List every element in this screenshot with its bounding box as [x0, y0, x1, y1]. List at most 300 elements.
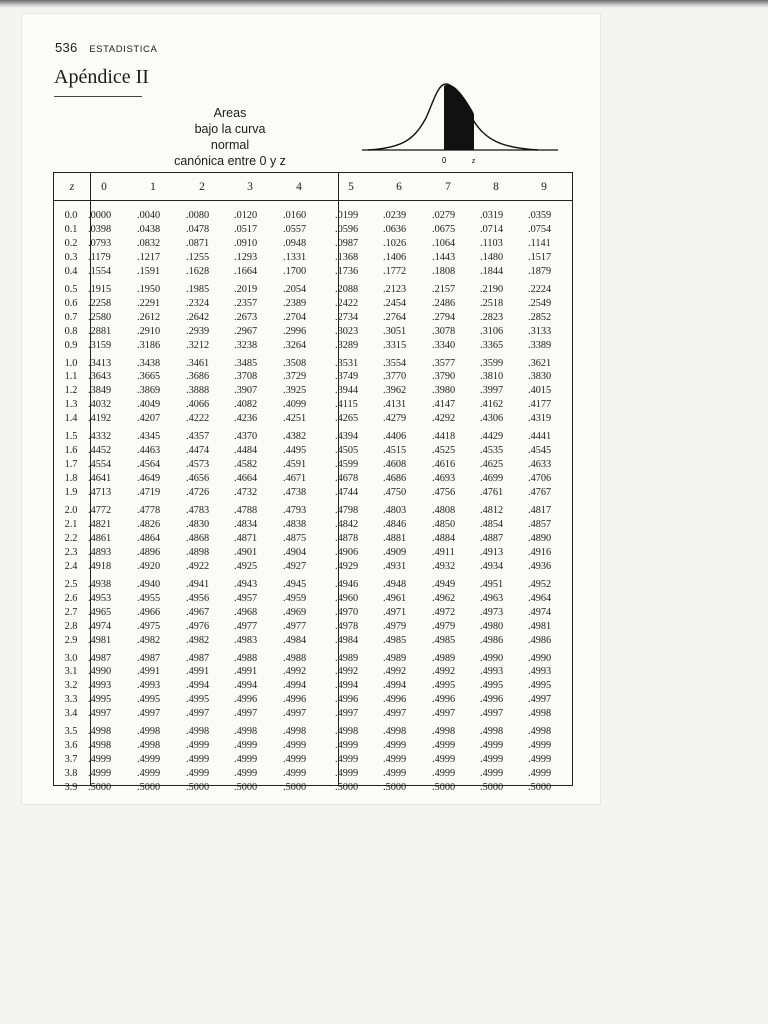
table-cell: .4999	[186, 740, 210, 752]
table-cell: .3790	[432, 371, 456, 383]
table-cell: .3770	[383, 371, 407, 383]
table-cell: .4990	[480, 652, 504, 664]
table-cell: .4998	[88, 740, 112, 752]
table-cell: .4994	[335, 680, 359, 692]
table-cell: .4987	[137, 652, 161, 664]
table-cell: .4525	[432, 445, 456, 457]
table-cell: .4992	[283, 666, 307, 678]
table-cell: .4957	[234, 592, 258, 604]
table-cell: .4890	[528, 532, 552, 544]
table-cell: .4996	[383, 694, 407, 706]
table-cell: .2324	[186, 297, 210, 309]
table-cell: .0040	[137, 210, 161, 221]
header-rule	[54, 200, 572, 201]
table-cell: .2258	[88, 297, 112, 309]
table-cell: .2967	[234, 325, 258, 337]
table-cell: .4906	[335, 546, 359, 558]
table-cell: .4997	[88, 708, 112, 720]
table-cell: .3888	[186, 385, 210, 397]
table-cell: .4949	[432, 578, 456, 590]
table-cell: .4999	[432, 740, 456, 752]
z-value: 1.9	[64, 487, 78, 499]
table-cell: .4988	[283, 652, 307, 664]
table-cell: .4961	[383, 592, 407, 604]
table-cell: .4599	[335, 459, 359, 471]
table-cell: .4706	[528, 473, 552, 485]
z-value: 0.5	[64, 283, 78, 295]
z-value: 0.7	[64, 311, 78, 323]
table-cell: .4756	[432, 487, 456, 499]
column-header: 8	[493, 181, 499, 193]
table-cell: .4131	[383, 399, 407, 411]
table-cell: .4850	[432, 518, 456, 530]
table-cell: .4265	[335, 413, 359, 425]
table-cell: .4998	[480, 726, 504, 738]
table-cell: .4927	[283, 560, 307, 572]
column-header: 0	[101, 181, 107, 193]
table-cell: .4893	[88, 546, 112, 558]
table-cell: .5000	[335, 782, 359, 794]
table-cell: .1517	[528, 251, 552, 263]
table-cell: .4997	[137, 708, 161, 720]
table-cell: .2881	[88, 325, 112, 337]
table-cell: .3289	[335, 339, 359, 351]
table-cell: .4884	[432, 532, 456, 544]
table-cell: .4382	[283, 431, 307, 443]
table-cell: .4953	[88, 592, 112, 604]
table-cell: .4955	[137, 592, 161, 604]
table-cell: .4864	[137, 532, 161, 544]
table-cell: .4998	[137, 726, 161, 738]
table-cell: .4932	[432, 560, 456, 572]
table-cell: .4997	[234, 708, 258, 720]
table-cell: .4750	[383, 487, 407, 499]
table-cell: .3365	[480, 339, 504, 351]
table-cell: .0910	[234, 237, 258, 249]
table-cell: .4920	[137, 560, 161, 572]
table-cell: .4664	[234, 473, 258, 485]
column-header: 7	[445, 181, 451, 193]
table-cell: .1808	[432, 265, 456, 277]
table-cell: .1217	[137, 251, 161, 263]
table-cell: .4177	[528, 399, 552, 411]
table-cell: .4985	[383, 634, 407, 646]
table-cell: .4997	[432, 708, 456, 720]
table-cell: .3729	[283, 371, 307, 383]
table-cell: .5000	[528, 782, 552, 794]
table-cell: .4582	[234, 459, 258, 471]
z-value: 3.8	[64, 768, 78, 780]
table-cell: .4984	[283, 634, 307, 646]
table-cell: .4992	[335, 666, 359, 678]
table-cell: .0557	[283, 223, 307, 235]
table-cell: .4999	[383, 754, 407, 766]
table-cell: .2190	[480, 283, 504, 295]
z-value: 2.9	[64, 634, 78, 646]
table-cell: .3461	[186, 357, 210, 369]
table-cell: .4887	[480, 532, 504, 544]
table-cell: .4812	[480, 505, 504, 516]
table-cell: .4099	[283, 399, 307, 411]
table-cell: .4991	[186, 666, 210, 678]
normal-table	[53, 172, 573, 794]
table-cell: .4964	[528, 592, 552, 604]
table-cell: .4998	[335, 726, 359, 738]
table-cell: .4881	[383, 532, 407, 544]
table-cell: .3238	[234, 339, 258, 351]
table-cell: .2764	[383, 311, 407, 323]
table-cell: .1736	[335, 265, 359, 277]
table-cell: .4671	[283, 473, 307, 485]
table-cell: .4968	[234, 606, 258, 618]
table-cell: .4878	[335, 532, 359, 544]
table-cell: .2486	[432, 297, 456, 309]
table-cell: .5000	[480, 782, 504, 794]
table-cell: .4999	[432, 754, 456, 766]
table-cell: .3749	[335, 371, 359, 383]
table-cell: .4982	[186, 634, 210, 646]
table-cell: .4147	[432, 399, 456, 411]
table-cell: .4554	[88, 459, 112, 471]
table-cell: .2612	[137, 311, 161, 323]
table-cell: .4985	[432, 634, 456, 646]
table-cell: .4965	[88, 606, 112, 618]
table-cell: .1406	[383, 251, 407, 263]
z-value: 2.6	[64, 592, 78, 604]
table-cell: .5000	[186, 782, 210, 794]
table-cell: .4996	[432, 694, 456, 706]
table-cell: .3023	[335, 325, 359, 337]
table-cell: .4991	[234, 666, 258, 678]
table-cell: .4999	[283, 740, 307, 752]
table-cell: .1915	[88, 283, 112, 295]
z-value: 0.0	[64, 210, 78, 221]
table-cell: .4625	[480, 459, 504, 471]
table-cell: .4999	[186, 768, 210, 780]
table-cell: .1844	[480, 265, 504, 277]
table-cell: .4990	[88, 666, 112, 678]
column-header: 6	[396, 181, 402, 193]
table-cell: .3944	[335, 385, 359, 397]
table-cell: .0871	[186, 237, 210, 249]
table-cell: .4997	[528, 694, 552, 706]
table-cell: .4996	[335, 694, 359, 706]
table-cell: .1480	[480, 251, 504, 263]
z-value: 2.8	[64, 620, 78, 632]
table-cell: .1293	[234, 251, 258, 263]
table-cell: .4982	[137, 634, 161, 646]
table-cell: .3599	[480, 357, 504, 369]
table-cell: .1985	[186, 283, 210, 295]
table-cell: .4783	[186, 505, 210, 516]
table-cell: .2996	[283, 325, 307, 337]
table-cell: .4999	[88, 768, 112, 780]
z-value: 0.8	[64, 325, 78, 337]
table-cell: .4868	[186, 532, 210, 544]
z-header: z	[69, 181, 75, 193]
table-cell: .4980	[480, 620, 504, 632]
table-cell: .2673	[234, 311, 258, 323]
z-value: 1.1	[64, 371, 78, 383]
table-cell: .3389	[528, 339, 552, 351]
table-cell: .0596	[335, 223, 359, 235]
z-value: 2.7	[64, 606, 78, 618]
table-cell: .4997	[186, 708, 210, 720]
table-cell: .0754	[528, 223, 552, 235]
table-cell: .4977	[234, 620, 258, 632]
table-cell: .4641	[88, 473, 112, 485]
table-cell: .5000	[283, 782, 307, 794]
table-cell: .0398	[88, 223, 112, 235]
table-cell: .4699	[480, 473, 504, 485]
curve-label-zero: 0	[442, 156, 447, 165]
table-cell: .4633	[528, 459, 552, 471]
table-cell: .4998	[528, 708, 552, 720]
table-cell: .4236	[234, 413, 258, 425]
table-cell: .4911	[432, 546, 455, 558]
table-cell: .4306	[480, 413, 504, 425]
table-cell: .5000	[234, 782, 258, 794]
section-label: ESTADISTICA	[89, 44, 158, 55]
table-cell: .4999	[528, 740, 552, 752]
z-value: 2.0	[64, 505, 78, 516]
table-cell: .0478	[186, 223, 210, 235]
table-cell: .1443	[432, 251, 456, 263]
table-cell: .4989	[335, 652, 359, 664]
table-cell: .4535	[480, 445, 504, 457]
table-cell: .4726	[186, 487, 210, 499]
table-cell: .4938	[88, 578, 112, 590]
column-header: 1	[150, 181, 156, 193]
table-cell: .1255	[186, 251, 210, 263]
table-cell: .4904	[283, 546, 307, 558]
table-cell: .4678	[335, 473, 359, 485]
table-cell: .4913	[480, 546, 504, 558]
table-cell: .4901	[234, 546, 258, 558]
table-cell: .4429	[480, 431, 504, 443]
table-cell: .4817	[528, 505, 552, 516]
table-cell: .4984	[335, 634, 359, 646]
table-cell: .4834	[234, 518, 258, 530]
z-value: 3.7	[64, 754, 78, 766]
table-cell: .0239	[383, 210, 407, 221]
table-cell: .4970	[335, 606, 359, 618]
z-value: 1.7	[64, 459, 78, 471]
table-cell: .1331	[283, 251, 307, 263]
table-cell: .4992	[383, 666, 407, 678]
table-cell: .4854	[480, 518, 504, 530]
z-value: 1.6	[64, 445, 78, 457]
table-cell: .1591	[137, 265, 161, 277]
table-cell: .4936	[528, 560, 552, 572]
table-cell: .4319	[528, 413, 552, 425]
z-value: 3.6	[64, 740, 78, 752]
table-cell: .4474	[186, 445, 210, 457]
table-cell: .0199	[335, 210, 359, 221]
table-cell: .4975	[137, 620, 161, 632]
table-cell: .3212	[186, 339, 210, 351]
table-cell: .4798	[335, 505, 359, 516]
appendix-title: Apéndice II	[54, 66, 149, 88]
table-cell: .4962	[432, 592, 456, 604]
table-cell: .4999	[432, 768, 456, 780]
table-cell: .3315	[383, 339, 407, 351]
table-cell: .4994	[383, 680, 407, 692]
table-cell: .4946	[335, 578, 359, 590]
table-cell: .0359	[528, 210, 552, 221]
z-value: 3.1	[64, 666, 78, 678]
z-value: 1.5	[64, 431, 78, 443]
table-cell: .1026	[383, 237, 407, 249]
table-cell: .4952	[528, 578, 552, 590]
table-cell: .5000	[432, 782, 456, 794]
table-cell: .4693	[432, 473, 456, 485]
table-cell: .4999	[234, 754, 258, 766]
table-cell: .3997	[480, 385, 504, 397]
table-cell: .4998	[283, 726, 307, 738]
table-cell: .4977	[283, 620, 307, 632]
table-cell: .0120	[234, 210, 258, 221]
table-cell: .2549	[528, 297, 552, 309]
table-cell: .4656	[186, 473, 210, 485]
table-cell: .4251	[283, 413, 307, 425]
table-cell: .4778	[137, 505, 161, 516]
table-cell: .4981	[528, 620, 552, 632]
table-cell: .4441	[528, 431, 552, 443]
z-value: 0.3	[64, 251, 78, 263]
table-cell: .0675	[432, 223, 456, 235]
table-cell: .4842	[335, 518, 359, 530]
table-cell: .4406	[383, 431, 407, 443]
table-cell: .4997	[480, 708, 504, 720]
z-value: 1.0	[64, 357, 78, 369]
table-cell: .3643	[88, 371, 112, 383]
table-cell: .3708	[234, 371, 258, 383]
table-cell: .4192	[88, 413, 112, 425]
table-cell: .4564	[137, 459, 161, 471]
table-cell: .4995	[480, 680, 504, 692]
z-value: 3.0	[64, 652, 78, 664]
table-cell: .0160	[283, 210, 307, 221]
z-value: 2.1	[64, 518, 78, 530]
normal-curve-figure	[362, 70, 562, 166]
table-cell: .4999	[234, 740, 258, 752]
table-cell: .4279	[383, 413, 407, 425]
table-cell: .4875	[283, 532, 307, 544]
table-cell: .3133	[528, 325, 552, 337]
table-cell: .3686	[186, 371, 210, 383]
table-cell: .2939	[186, 325, 210, 337]
table-cell: .4788	[234, 505, 258, 516]
table-cell: .4998	[432, 726, 456, 738]
table-cell: .3869	[137, 385, 161, 397]
table-cell: .5000	[88, 782, 112, 794]
table-cell: .4993	[528, 666, 552, 678]
caption-line: bajo la curva	[194, 122, 266, 136]
table-cell: .4222	[186, 413, 210, 425]
appendix-title-underline	[54, 96, 142, 97]
table-cell: .4973	[480, 606, 504, 618]
table-cell: .4713	[88, 487, 112, 499]
table-cell: .4066	[186, 399, 210, 411]
table-cell: .1554	[88, 265, 112, 277]
table-cell: .4999	[335, 754, 359, 766]
table-cell: .3621	[528, 357, 552, 369]
table-cell: .4959	[283, 592, 307, 604]
table-cell: .3830	[528, 371, 552, 383]
table-cell: .4857	[528, 518, 552, 530]
table-cell: .0793	[88, 237, 112, 249]
table-cell: .2852	[528, 311, 552, 323]
table-cell: .4989	[432, 652, 456, 664]
table-cell: .4990	[528, 652, 552, 664]
z-value: 3.2	[64, 680, 78, 692]
table-cell: .4969	[283, 606, 307, 618]
table-cell: .4463	[137, 445, 161, 457]
page-header	[55, 40, 157, 55]
table-cell: .4945	[283, 578, 307, 590]
table-cell: .4941	[186, 578, 210, 590]
table-cell: .4999	[480, 740, 504, 752]
z-value: 1.4	[64, 413, 78, 425]
table-cell: .0714	[480, 223, 504, 235]
table-cell: .4981	[88, 634, 112, 646]
table-cell: .4999	[88, 754, 112, 766]
table-cell: .4997	[383, 708, 407, 720]
table-cell: .4967	[186, 606, 210, 618]
table-cell: .2357	[234, 297, 258, 309]
table-cell: .3340	[432, 339, 456, 351]
table-cell: .4861	[88, 532, 112, 544]
table-cell: .4761	[480, 487, 504, 499]
table-cell: .4591	[283, 459, 307, 471]
table-cell: .1700	[283, 265, 307, 277]
table-cell: .4015	[528, 385, 552, 397]
z-value: 2.5	[64, 578, 78, 590]
table-cell: .4370	[234, 431, 258, 443]
table-cell: .4793	[283, 505, 307, 516]
table-cell: .2088	[335, 283, 359, 295]
table-cell: .2518	[480, 297, 504, 309]
table-cell: .3980	[432, 385, 456, 397]
table-cell: .4995	[137, 694, 161, 706]
table-cell: .0279	[432, 210, 456, 221]
table-cell: .4931	[383, 560, 407, 572]
table-cell: .4999	[335, 740, 359, 752]
z-value: 0.2	[64, 237, 78, 249]
table-cell: .3078	[432, 325, 456, 337]
table-cell: .4292	[432, 413, 456, 425]
table-cell: .4996	[480, 694, 504, 706]
table-cell: .2422	[335, 297, 359, 309]
z-value: 1.3	[64, 399, 78, 411]
z-value: 2.3	[64, 546, 78, 558]
table-cell: .4999	[383, 740, 407, 752]
caption-line: normal	[210, 138, 250, 152]
table-cell: .1103	[480, 237, 503, 249]
table-cell: .3264	[283, 339, 307, 351]
table-cell: .4573	[186, 459, 210, 471]
z-value: 2.4	[64, 560, 78, 572]
table-cell: .0438	[137, 223, 161, 235]
table-cell: .4993	[88, 680, 112, 692]
table-cell: .2454	[383, 297, 407, 309]
table-cell: .4999	[283, 768, 307, 780]
table-cell: .4999	[480, 754, 504, 766]
table-cell: .4963	[480, 592, 504, 604]
table-cell: .4956	[186, 592, 210, 604]
table-cell: .4996	[283, 694, 307, 706]
